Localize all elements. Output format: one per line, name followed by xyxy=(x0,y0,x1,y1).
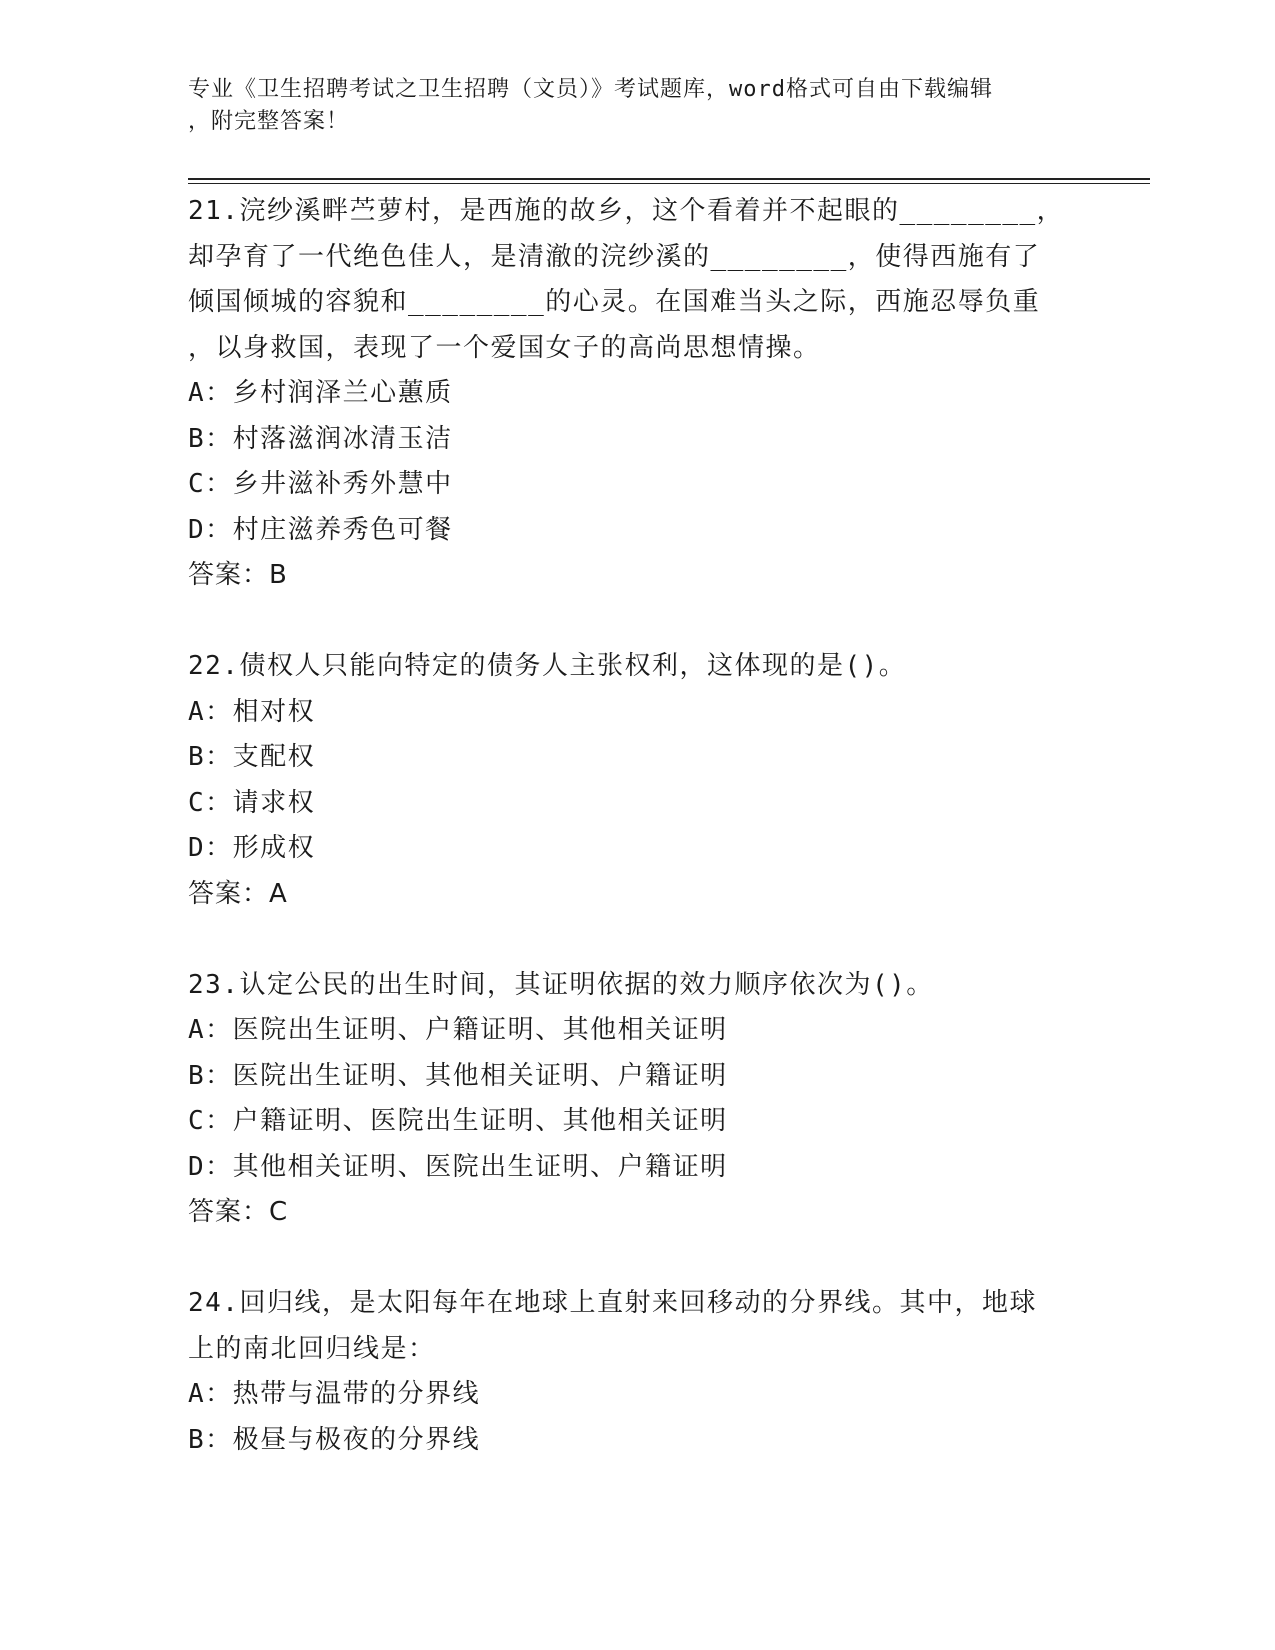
question-24 xyxy=(188,1281,1088,1463)
question-text-line: ，以身救国，表现了一个爱国女子的高尚思想情操。 xyxy=(188,332,821,363)
option-c: C：请求权 xyxy=(188,787,316,818)
option-b: B：村落滋润冰清玉洁 xyxy=(188,423,453,454)
question-text-line: 上的南北回归线是： xyxy=(188,1333,436,1364)
question-text-line: 21.浣纱溪畔苎萝村，是西施的故乡，这个看着并不起眼的________， xyxy=(188,196,1065,226)
option-b: B：支配权 xyxy=(188,742,316,772)
option-d: D：其他相关证明、医院出生证明、户籍证明 xyxy=(188,1151,728,1182)
option-d: D：形成权 xyxy=(188,833,316,863)
question-spacer xyxy=(188,1236,1088,1282)
header-line-1: 专业《卫生招聘考试之卫生招聘（文员）》考试题库，word格式可自由下载编辑 xyxy=(188,77,993,102)
option-a: A：热带与温带的分界线 xyxy=(188,1379,481,1409)
option-a: A：相对权 xyxy=(188,696,316,727)
answer-line: 答案：A xyxy=(188,878,288,909)
option-a: A：医院出生证明、户籍证明、其他相关证明 xyxy=(188,1015,728,1045)
answer-line: 答案：B xyxy=(188,560,288,590)
question-text-line: 却孕育了一代绝色佳人，是清澈的浣纱溪的________，使得西施有了 xyxy=(188,241,1041,272)
question-text-line: 倾国倾城的容貌和________的心灵。在国难当头之际，西施忍辱负重 xyxy=(188,287,1041,317)
question-spacer xyxy=(188,599,1088,645)
option-c: C：乡井滋补秀外慧中 xyxy=(188,469,453,499)
question-21 xyxy=(188,189,1088,599)
header-divider-thin xyxy=(188,183,1150,184)
option-b: B：极昼与极夜的分界线 xyxy=(188,1424,481,1455)
option-c: C：户籍证明、医院出生证明、其他相关证明 xyxy=(188,1106,728,1136)
question-spacer xyxy=(188,917,1088,963)
option-d: D：村庄滋养秀色可餐 xyxy=(188,514,453,545)
answer-line: 答案：C xyxy=(188,1197,289,1227)
document-header xyxy=(188,74,1068,138)
question-22 xyxy=(188,644,1088,917)
question-list xyxy=(188,189,1088,1463)
option-a: A：乡村润泽兰心蕙质 xyxy=(188,378,453,408)
question-text-line: 23.认定公民的出生时间，其证明依据的效力顺序依次为()。 xyxy=(188,969,934,1000)
header-divider-thick xyxy=(188,178,1150,180)
question-text-line: 22.债权人只能向特定的债务人主张权利，这体现的是()。 xyxy=(188,651,907,681)
question-23 xyxy=(188,963,1088,1236)
question-text-line: 24.回归线，是太阳每年在地球上直射来回移动的分界线。其中，地球 xyxy=(188,1288,1037,1318)
header-line-2: ，附完整答案！ xyxy=(188,109,350,134)
option-b: B：医院出生证明、其他相关证明、户籍证明 xyxy=(188,1060,728,1091)
